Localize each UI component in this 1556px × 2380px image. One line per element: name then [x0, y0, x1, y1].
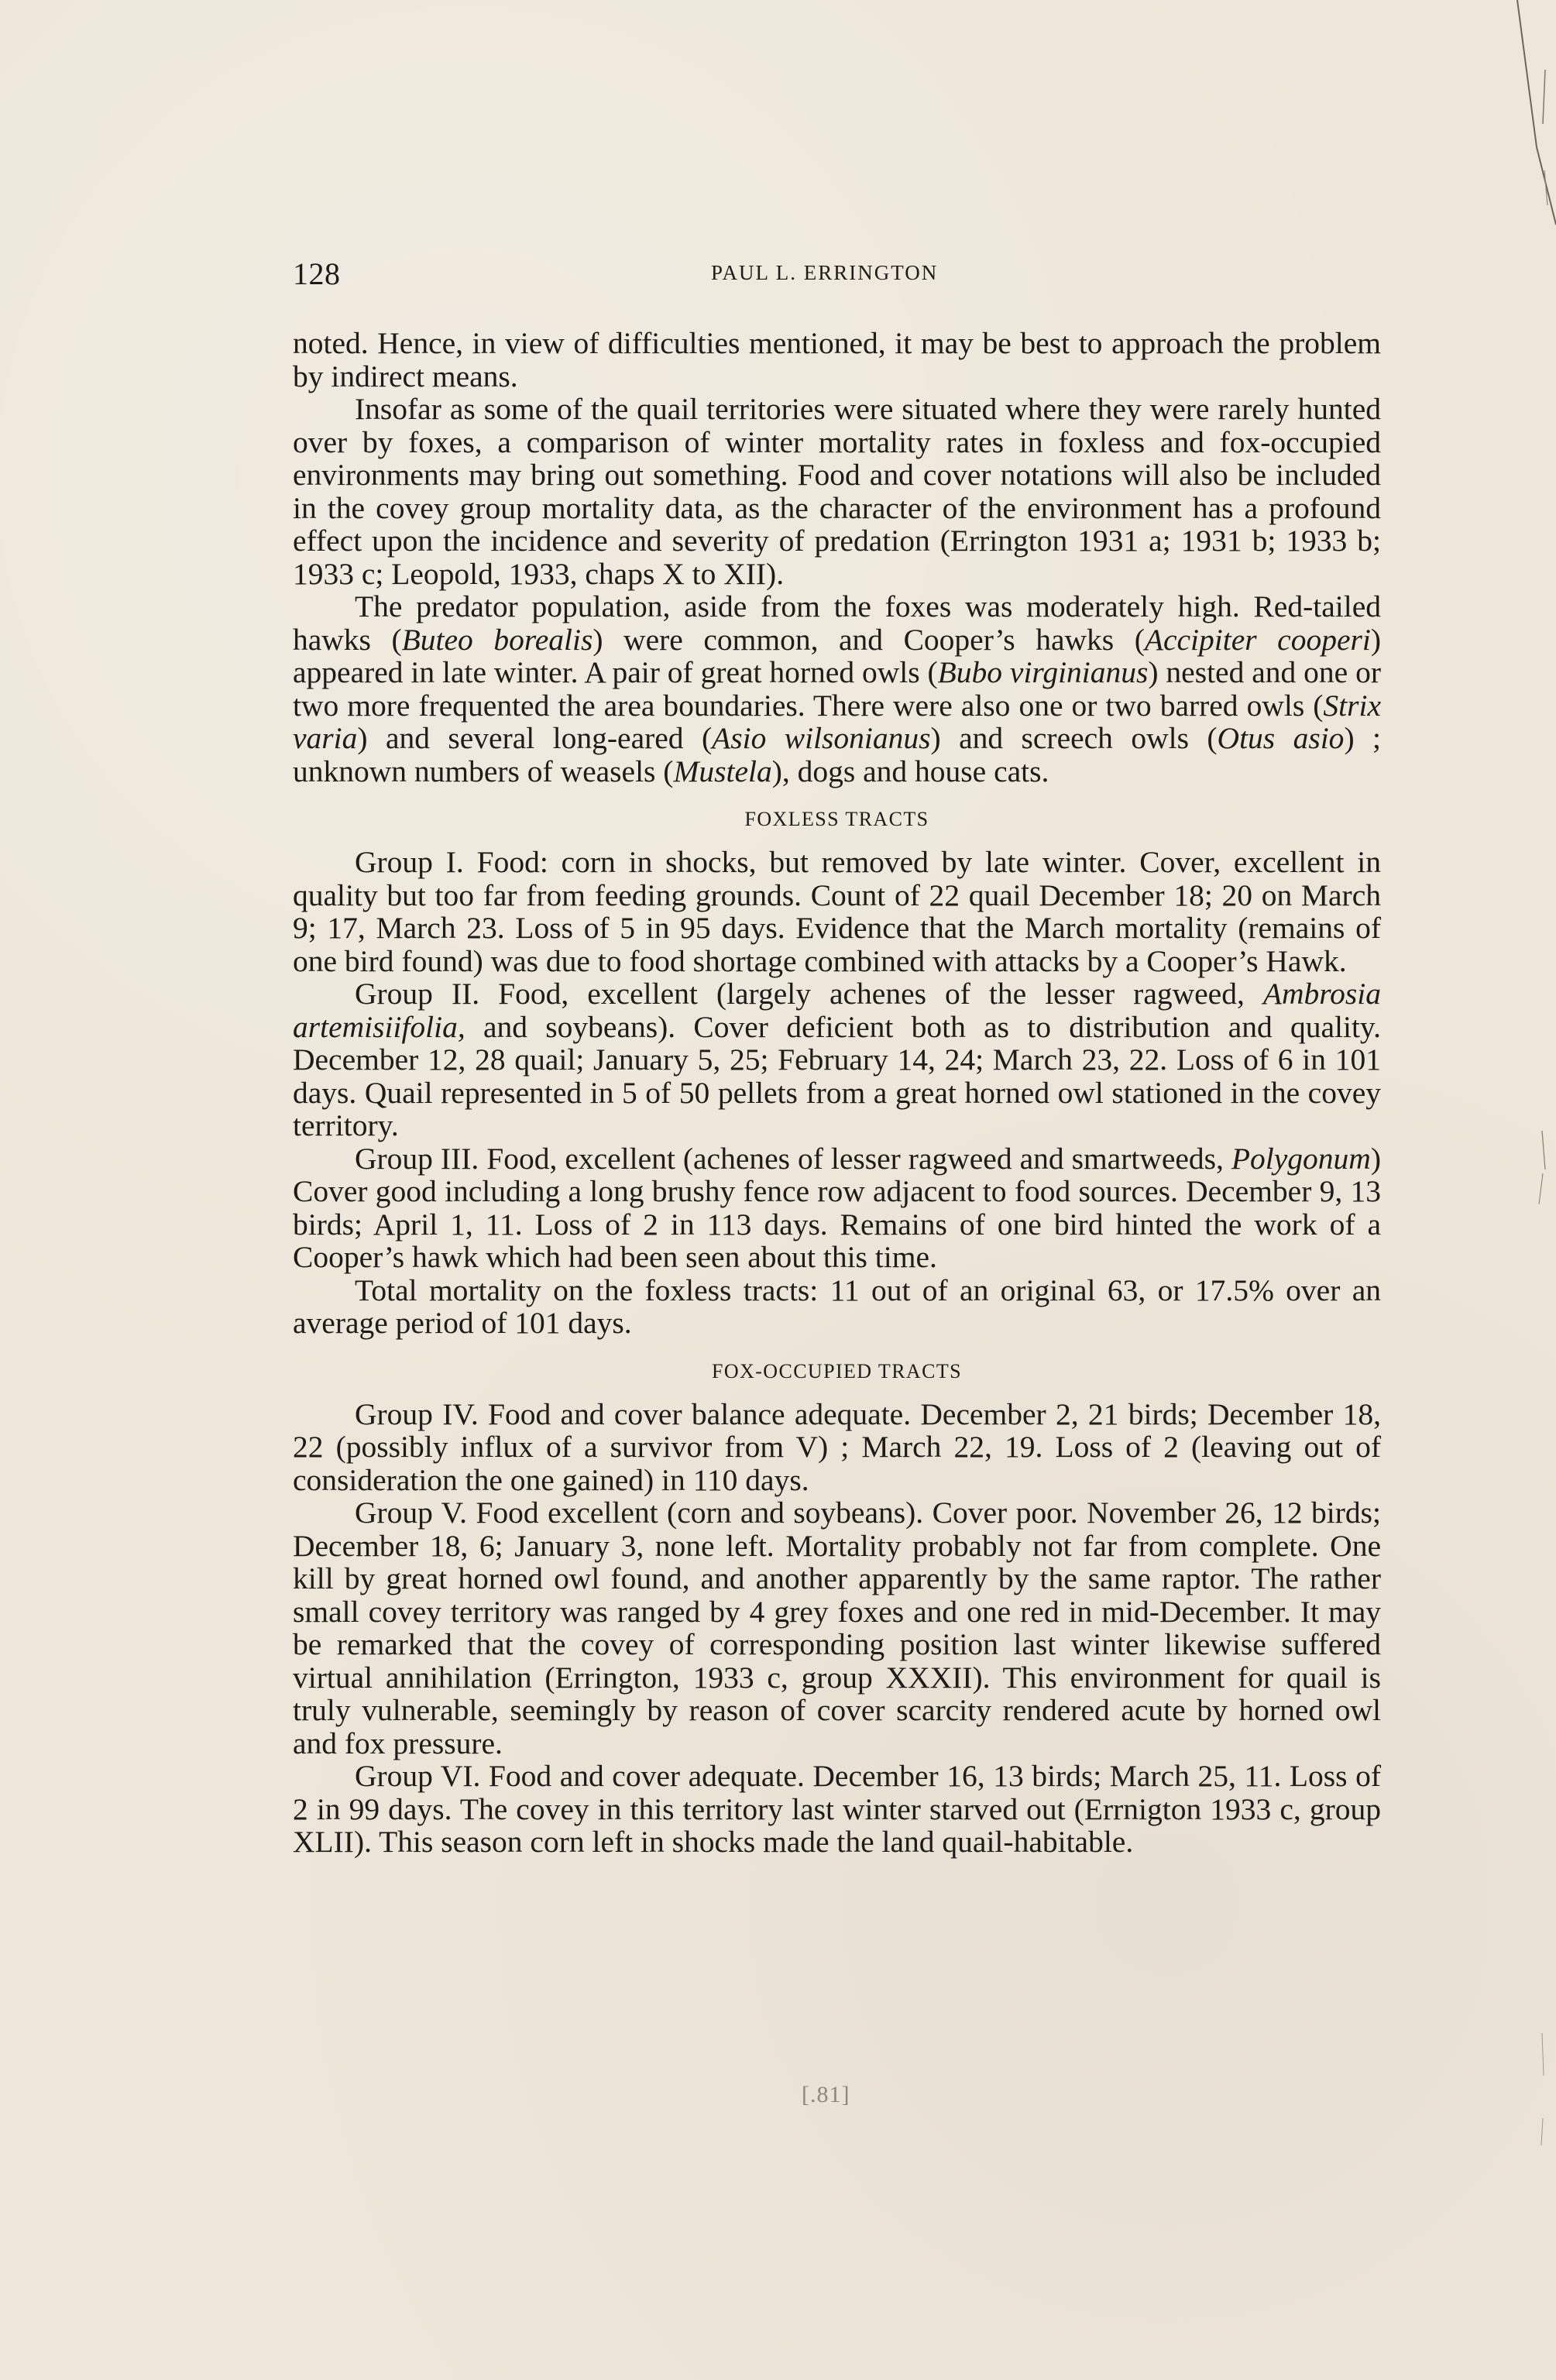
species-name: Polygonum [1231, 1141, 1371, 1176]
page-edge-marks [1494, 0, 1556, 2380]
paragraph-group-iii [293, 1142, 1381, 1274]
running-head: PAUL L. ERRINGTON [711, 261, 939, 284]
text-run: ) ; unknown numbers of weasels ( [293, 721, 1381, 788]
section-heading-fox-occupied: FOX-OCCUPIED TRACTS [712, 1359, 962, 1382]
paragraph-group-i: Group I. Food: corn in shocks, but removed by late winter. Cover, excellent in quality but too far from feeding grounds. Count of 22 quail December 18; 20 on March 9; 17, March 23. Loss of 5 in 95 days. Evidence that the March mortality (remains of one bird found) was due to food shortage combined with attacks by a Cooper’s Hawk. [293, 845, 1381, 978]
species-name: Ambrosia artemisiifolia, [293, 977, 1381, 1044]
folio-mark: [.81] [802, 2082, 850, 2107]
article-body [293, 327, 1381, 1859]
text-run: ) nested and one or two more frequented the area boundaries. There were also one or two barred owls ( [293, 655, 1381, 723]
species-name: Asio wilsonianus [712, 721, 931, 755]
text-run: ) appeared in late winter. A pair of great horned owls ( [293, 622, 1381, 689]
text-run: ), dogs and house cats. [771, 754, 1049, 788]
text-run: Group II. Food, excellent (largely achenes of the lesser ragweed, [355, 977, 1263, 1011]
paragraph-group-vi: Group VI. Food and cover adequate. December 16, 13 birds; March 25, 11. Loss of 2 in 99 days. The covey in this territory last winter starved out (Errnigton 1933 c, group XLII). This season corn left in shocks made the land quail-habitable. [293, 1759, 1381, 1859]
text-run: ) Cover good including a long brushy fence row adjacent to food sources. December 9, 13 birds; April 1, 11. Loss of 2 in 113 days. Remains of one bird hinted the work of a Cooper’s hawk which had been seen about this time. [293, 1141, 1381, 1274]
text-run: and soybeans). Cover deficient both as to distribution and quality. December 12, 28 quail; January 5, 25; February 14, 24; March 23, 22. Loss of 6 in 101 days. Quail represented in 5 of 50 pellets from a great horned owl stationed in the covey territory. [293, 1009, 1381, 1142]
paragraph-noted: noted. Hence, in view of difficulties mentioned, it may be best to approach the problem by indirect means. [293, 326, 1381, 393]
paragraph-group-iv: Group IV. Food and cover balance adequate. December 2, 21 birds; December 18, 22 (possibly influx of a survivor from V) ; March 22, 19. Loss of 2 (leaving out of consideration the one gained) in 110 days. [293, 1396, 1381, 1497]
species-name: Accipiter cooperi [1144, 622, 1371, 657]
text-run: The predator population, aside from the foxes was moderately high. Red-tailed hawks ( [293, 589, 1381, 657]
paragraph-group-v: Group V. Food excellent (corn and soybeans). Cover poor. November 26, 12 birds; December 18, 6; January 3, none left. Mortality probably not far from complete. One kill by great horned owl found, and another apparently by the same raptor. The rather small covey territory was ranged by 4 grey foxes and one red in mid-December. It may be remarked that the covey of corresponding position last winter likewise suffered virtual annihilation (Errington, 1933 c, group XXXII). This environment for quail is truly vulnerable, seemingly by reason of cover scarcity rendered acute by horned owl and fox pressure. [293, 1496, 1381, 1760]
paragraph-group-ii [293, 977, 1381, 1142]
paragraph-insofar: Insofar as some of the quail territories were situated where they were rarely hunted over by foxes, a comparison of winter mortality rates in foxless and fox-occupied environments may bring out something. Food and cover notations will also be included in the covey group mortality data, as the character of the environment has a profound effect upon the incidence and severity of predation (Errington 1931 a; 1931 b; 1933 b; 1933 c; Leopold, 1933, chaps X to XII). [293, 392, 1381, 591]
text-run: ) were common, and Cooper’s hawks ( [593, 622, 1145, 657]
page-header [293, 256, 1381, 302]
species-name: Buteo borealis [401, 622, 593, 657]
species-name: Bubo virginianus [937, 655, 1149, 689]
species-name: Otus asio [1217, 721, 1345, 755]
paragraph-total-mortality: Total mortality on the foxless tracts: 11 out of an original 63, or 17.5% over an average period of 101 days. [293, 1272, 1381, 1340]
text-run: ) and screech owls ( [930, 721, 1218, 755]
text-run: ) and several long-eared ( [357, 721, 713, 755]
species-name: Strix varia [293, 688, 1381, 755]
paragraph-predator-population [293, 590, 1381, 788]
page-number: 128 [293, 256, 341, 291]
section-heading-foxless: FOXLESS TRACTS [744, 808, 929, 830]
species-name: Mustela [673, 754, 772, 788]
text-run: Group III. Food, excellent (achenes of lesser ragweed and smartweeds, [355, 1141, 1231, 1176]
